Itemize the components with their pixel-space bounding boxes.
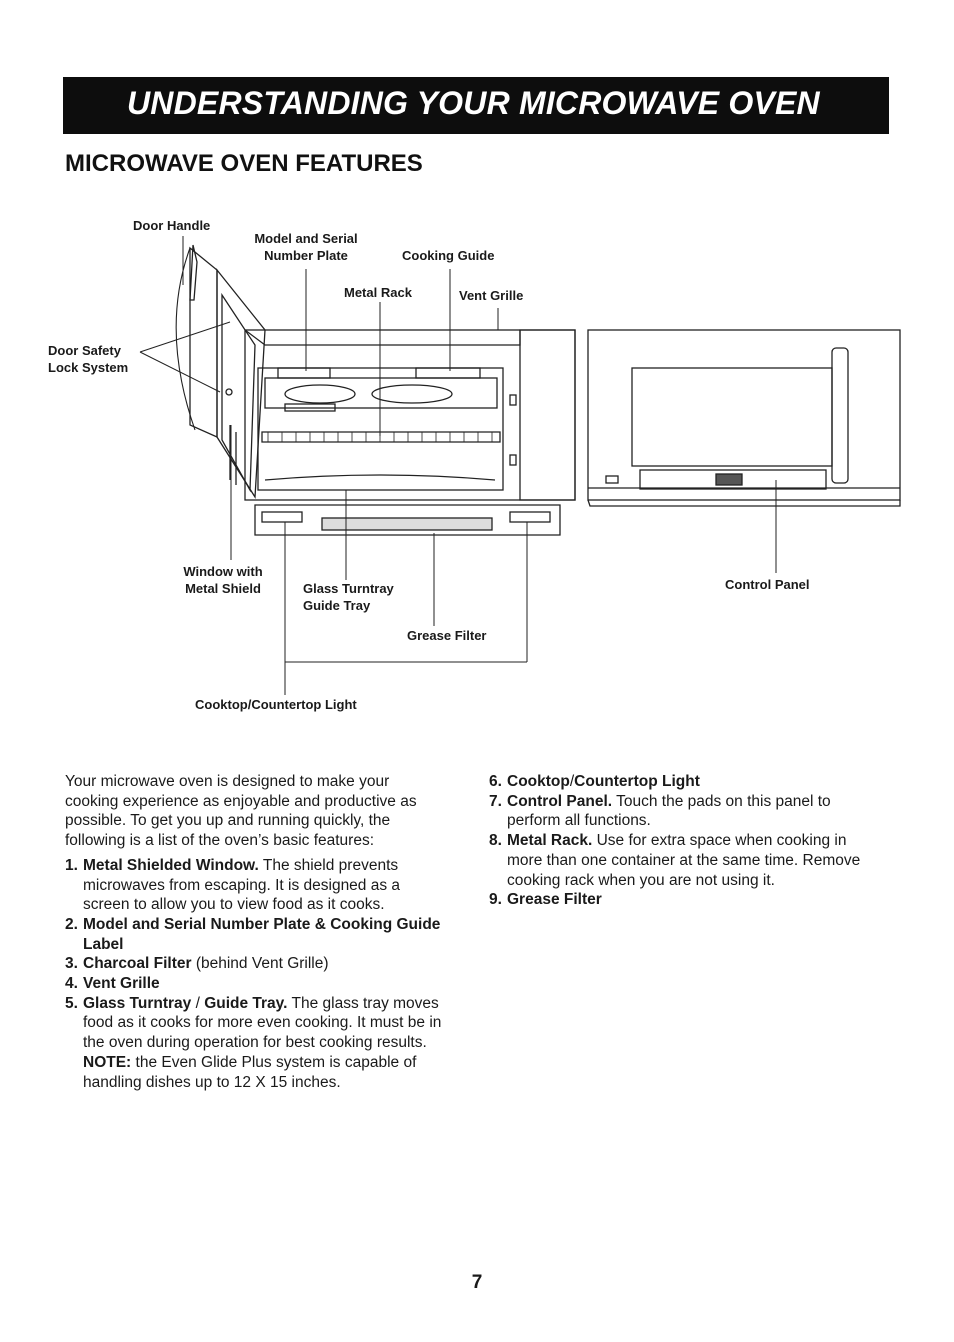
feature-text: Touch the pads on this panel to perform all functions. [507, 792, 831, 830]
cooktop-light-left [262, 512, 302, 522]
feature-list-right [489, 772, 861, 910]
display-screen [716, 474, 742, 485]
feature-number: 4. [65, 975, 78, 993]
feature-title: Model and Serial Number Plate & Cooking Guide Label [83, 915, 441, 953]
door-outer-panel [190, 248, 217, 437]
cooking-guide-plate [416, 368, 480, 378]
grease-filter [322, 518, 492, 530]
feature-title: Metal Shielded Window. [83, 856, 259, 874]
label-model-serial [240, 230, 372, 264]
feature-text: (behind Vent Grille) [191, 955, 329, 973]
closed-microwave [588, 330, 900, 500]
feature-title-2: Countertop Light [574, 773, 700, 790]
note-text: the Even Glide Plus system is capable of handling dishes up to 12 X 15 inches. [83, 1053, 417, 1091]
feature-text: Use for extra space when cooking in more than one container at the same time. Remove cooking rack when you are not using it. [507, 832, 861, 889]
feature-number: 2. [65, 915, 78, 933]
label-grease-filter: Grease Filter [407, 628, 487, 643]
feature-number: 1. [65, 856, 78, 874]
label-window-line1: Window with [183, 564, 263, 579]
feature-number: 9. [489, 891, 502, 909]
glass-turntray [265, 475, 495, 480]
microwave-features-diagram [0, 200, 954, 740]
label-door-safety-line2: Lock System [48, 360, 129, 375]
door-window [222, 295, 255, 490]
feature-title-2: Guide Tray. [204, 994, 288, 1012]
intro-paragraph: Your microwave oven is designed to make your cooking experience as enjoyable and productive as possible. To get you up and running quickly, the following is a list of the oven’s basic features: [65, 773, 417, 850]
feature-title: Cooktop [507, 773, 570, 790]
feature-title: Vent Grille [83, 975, 160, 993]
feature-number: 8. [489, 832, 502, 850]
feature-text: The glass tray moves food as it cooks for more even cooking. It must be in the oven during operation for best cooking results. [83, 994, 442, 1052]
right-column [489, 772, 861, 910]
section-heading: MICROWAVE OVEN FEATURES [65, 150, 423, 177]
ceiling-light-left [285, 385, 355, 403]
side-cabinet [520, 330, 575, 500]
label-glass-turntray [303, 580, 394, 614]
feature-separator: / [569, 773, 575, 790]
feature-list-left [65, 856, 445, 1092]
label-control-panel: Control Panel [725, 577, 810, 592]
label-door-safety [48, 342, 128, 376]
label-metal-rack: Metal Rack [344, 285, 412, 300]
ceiling-light-right [372, 385, 452, 403]
label-window-line2: Metal Shield [185, 581, 261, 596]
feature-number: 5. [65, 994, 78, 1012]
feature-item-4 [65, 974, 445, 994]
page-number: 7 [471, 1272, 483, 1293]
feature-item-1 [65, 856, 445, 915]
feature-item-6 [489, 772, 861, 792]
feature-separator: / [191, 994, 205, 1012]
door-latch [226, 389, 232, 395]
closed-window [632, 368, 832, 466]
label-door-handle: Door Handle [133, 218, 211, 233]
cooktop-light-right [510, 512, 550, 522]
feature-item-5 [65, 994, 445, 1093]
label-window-shield [170, 563, 276, 597]
oven-body [245, 330, 575, 500]
label-cooking-guide: Cooking Guide [402, 248, 495, 263]
page-title: UNDERSTANDING YOUR MICROWAVE OVEN [127, 85, 820, 121]
feature-item-8 [489, 831, 861, 890]
model-plate [278, 368, 330, 378]
feature-note [83, 1053, 445, 1092]
label-vent-grille: Vent Grille [459, 288, 524, 303]
feature-title: Charcoal Filter [83, 955, 192, 973]
feature-item-7 [489, 792, 861, 831]
feature-number: 3. [65, 955, 78, 973]
label-turntray-line2: Guide Tray [303, 598, 371, 613]
feature-item-9 [489, 890, 861, 910]
feature-number: 6. [489, 773, 502, 790]
feature-item-3 [65, 954, 445, 974]
closed-door-handle [832, 348, 848, 483]
feature-title: Metal Rack. [507, 832, 593, 850]
feature-number: 7. [489, 792, 502, 810]
label-door-safety-line1: Door Safety [48, 343, 121, 358]
label-turntray-line1: Glass Turntray [303, 581, 394, 596]
left-column [65, 772, 445, 1092]
microwave-illustration [0, 200, 954, 740]
label-cooktop-light: Cooktop/Countertop Light [195, 697, 357, 712]
feature-title: Control Panel. [507, 792, 613, 810]
label-model-serial-line2: Number Plate [264, 248, 348, 263]
title-bar [63, 77, 889, 134]
feature-title: Glass Turntray [83, 994, 192, 1012]
feature-item-2 [65, 915, 445, 954]
label-model-serial-line1: Model and Serial [254, 231, 358, 246]
feature-title: Grease Filter [507, 891, 602, 909]
note-label: NOTE: [83, 1053, 132, 1071]
feature-text: The shield prevents microwaves from escaping. It is designed as a screen to allow you to view food as it cooks. [83, 856, 401, 914]
